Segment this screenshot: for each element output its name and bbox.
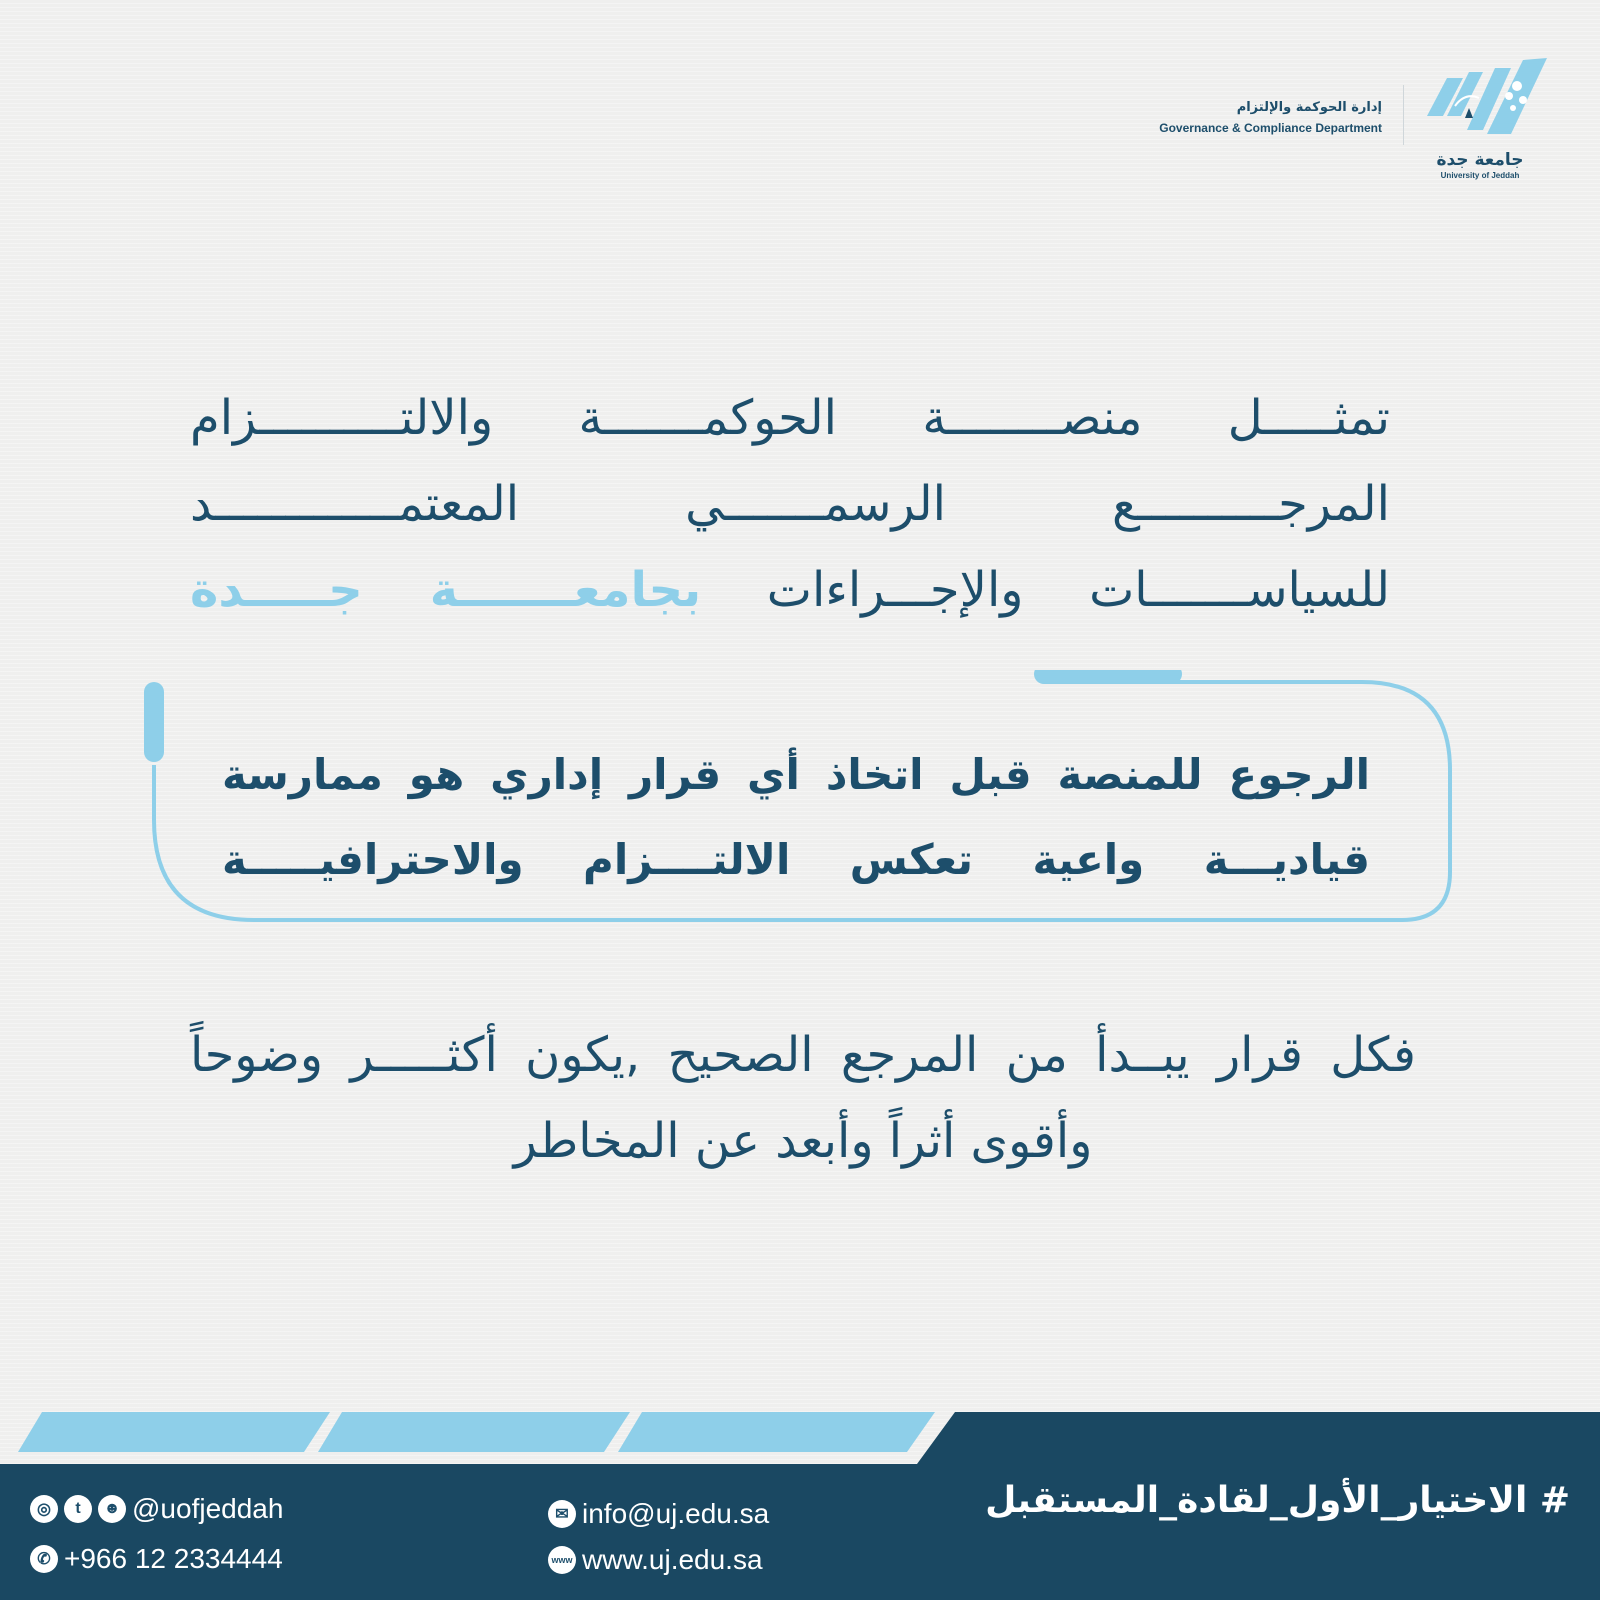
closing-line-2: وأقوى أثراً وأبعد عن المخاطر xyxy=(513,1113,1093,1169)
highlight-line-2: قياديـــة واعية تعكس الالتــــزام والاحترافيـــــة xyxy=(222,835,1370,884)
phone-icon: ✆ xyxy=(30,1545,58,1573)
email-icon: ✉ xyxy=(548,1500,576,1528)
intro-line-1: تمثـــــل منصــــــــة الحوكمـــــــة والالتــــــــــزام xyxy=(190,390,1390,446)
phone-contact xyxy=(30,1543,283,1575)
university-highlight: بجامعـــــــة جـــــدة xyxy=(190,562,702,618)
website-url[interactable]: www.uj.edu.sa xyxy=(582,1544,763,1575)
email-address[interactable]: info@uj.edu.sa xyxy=(582,1498,770,1529)
footer-hashtag: # الاختيار_الأول_لقادة_المستقبل xyxy=(985,1480,1570,1521)
email-contact xyxy=(548,1498,769,1530)
department-name-en: Governance & Compliance Department xyxy=(1159,121,1382,135)
university-logo-icon xyxy=(1425,56,1550,146)
department-block xyxy=(1159,100,1382,135)
intro-line-2: المرجــــــــــع الرسمـــــــي المعتمـــــــــــــد xyxy=(190,476,1390,532)
university-name-ar: جامعة جدة xyxy=(1436,150,1524,170)
snapchat-icon: ☻ xyxy=(98,1495,126,1523)
department-name-ar: إدارة الحوكمة والإلتزام xyxy=(1236,100,1382,115)
website-contact xyxy=(548,1544,763,1576)
closing-line-1: فكل قرار يبــدأ من المرجع الصحيح ,يكون أكثـــــر وضوحاً xyxy=(190,1027,1416,1083)
intro-line-3-text: للسياســـــــات والإجـــراءات xyxy=(701,562,1390,618)
social-contact xyxy=(30,1493,283,1525)
instagram-icon: ◎ xyxy=(30,1495,58,1523)
intro-paragraph xyxy=(190,375,1390,633)
twitter-icon: t xyxy=(64,1495,92,1523)
closing-paragraph xyxy=(190,1012,1416,1184)
logo-divider xyxy=(1403,85,1404,145)
university-name-en: University of Jeddah xyxy=(1440,171,1520,180)
globe-icon: www xyxy=(548,1546,576,1574)
intro-line-3 xyxy=(190,547,1390,633)
highlight-line-1: الرجوع للمنصة قبل اتخاذ أي قرار إداري هو ممارسة xyxy=(222,750,1370,799)
social-handle[interactable]: @uofjeddah xyxy=(132,1493,284,1524)
highlight-text xyxy=(222,732,1370,902)
phone-number[interactable]: +966 12 2334444 xyxy=(64,1543,283,1574)
